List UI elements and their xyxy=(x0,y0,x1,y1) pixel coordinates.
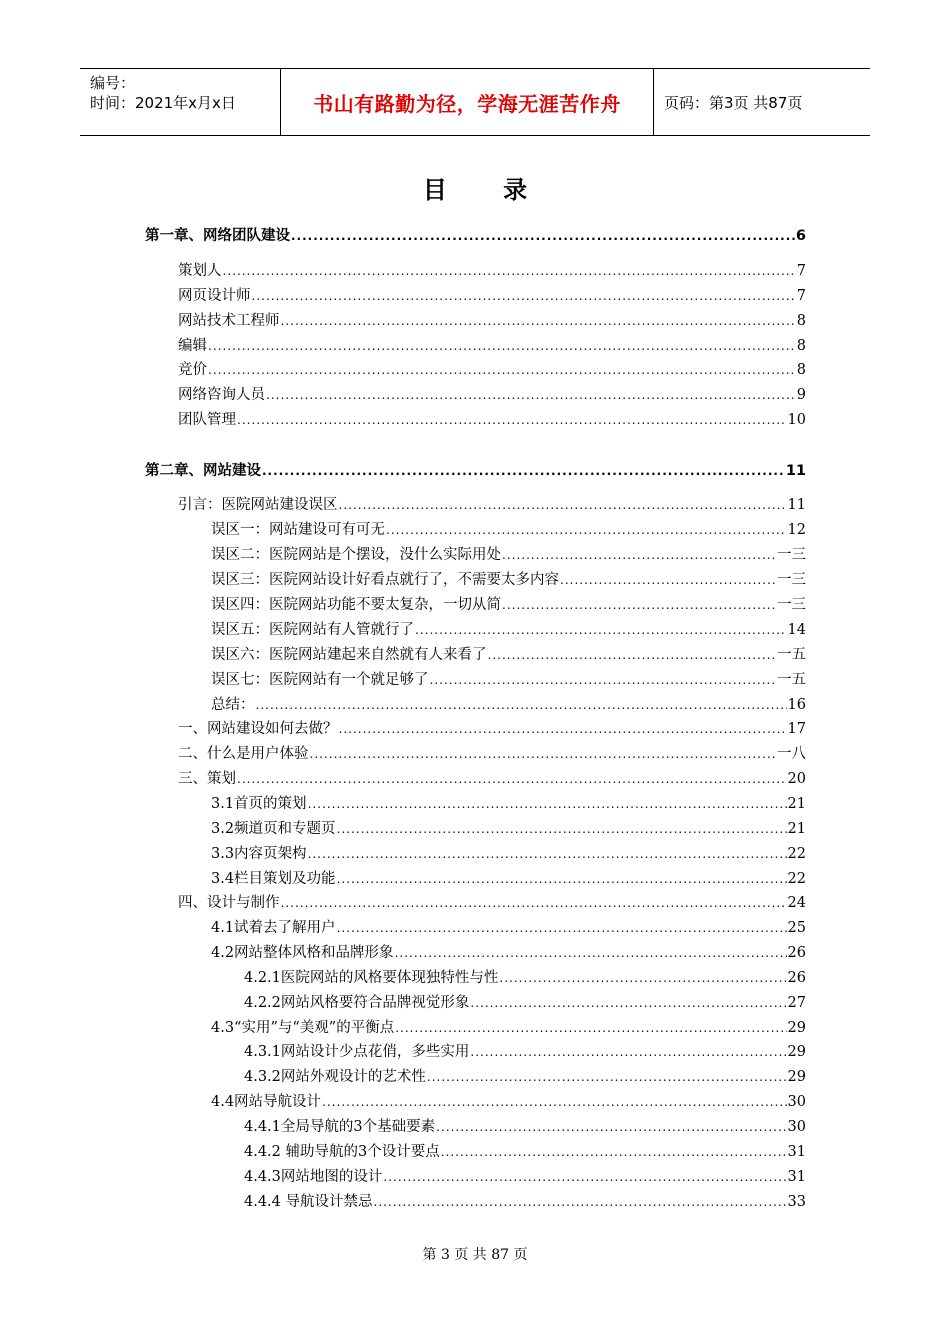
toc-entry-title: 3.4栏目策划及功能 xyxy=(211,871,336,887)
toc-entry[interactable] xyxy=(211,619,806,641)
toc-entry-title: 编辑 xyxy=(178,338,207,354)
toc-page-number: 29 xyxy=(787,1069,806,1085)
toc-page-number: 26 xyxy=(787,945,806,961)
toc-dot-leader xyxy=(395,942,787,964)
toc-dot-leader xyxy=(383,1166,786,1188)
toc-dot-leader xyxy=(337,818,787,840)
document-number-label: 编号： xyxy=(90,74,136,92)
toc-dot-leader xyxy=(374,1191,787,1213)
toc-entry-title: 4.4.2 辅助导航的3个设计要点 xyxy=(244,1144,440,1160)
toc-entry[interactable] xyxy=(178,384,806,406)
toc-entry-title: 误区六：医院网站建起来自然就有人来看了 xyxy=(211,647,487,663)
toc-entry-title: 4.4.1全局导航的3个基础要素 xyxy=(244,1119,436,1135)
toc-dot-leader xyxy=(281,892,787,914)
toc-page-number: 一五 xyxy=(777,647,806,663)
toc-entry[interactable] xyxy=(211,818,806,840)
toc-entry[interactable] xyxy=(178,743,806,765)
toc-dot-leader xyxy=(337,868,787,890)
toc-entry-title: 3.2频道页和专题页 xyxy=(211,821,336,837)
toc-entry[interactable] xyxy=(178,260,806,282)
toc-page-number: 8 xyxy=(796,313,806,329)
toc-page-number: 8 xyxy=(796,338,806,354)
toc-entry-title: 网页设计师 xyxy=(178,288,251,304)
toc-entry-title: 网络咨询人员 xyxy=(178,387,265,403)
toc-entry-title: 4.1试着去了解用户 xyxy=(211,920,336,936)
toc-dot-leader xyxy=(291,225,795,247)
toc-page-number: 33 xyxy=(787,1194,806,1210)
toc-dot-leader xyxy=(488,644,777,666)
toc-dot-leader xyxy=(470,1041,786,1063)
toc-entry[interactable] xyxy=(211,519,806,541)
toc-entry-title: 4.2.1医院网站的风格要体现独特性与性 xyxy=(244,970,499,986)
toc-dot-leader xyxy=(262,460,785,482)
toc-entry[interactable] xyxy=(211,1091,806,1113)
toc-entry-title: 引言：医院网站建设误区 xyxy=(178,497,338,513)
toc-page-number: 7 xyxy=(796,263,806,279)
toc-entry-title: 网站技术工程师 xyxy=(178,313,280,329)
toc-page-number: 16 xyxy=(787,697,806,713)
toc-dot-leader xyxy=(308,793,787,815)
toc-dot-leader xyxy=(322,1091,786,1113)
toc-dot-leader xyxy=(266,384,796,406)
toc-entry-title: 3.1首页的策划 xyxy=(211,796,307,812)
toc-dot-leader xyxy=(310,743,777,765)
page-header xyxy=(80,68,870,136)
toc-entry[interactable] xyxy=(211,669,806,691)
toc-dot-leader xyxy=(502,594,776,616)
toc-entry-title: 误区七：医院网站有一个就足够了 xyxy=(211,672,429,688)
toc-page-number: 一八 xyxy=(777,746,806,762)
toc-page-number: 20 xyxy=(787,771,806,787)
toc-entry[interactable] xyxy=(178,335,806,357)
toc-page-number: 9 xyxy=(796,387,806,403)
toc-entry[interactable] xyxy=(244,1041,806,1063)
toc-page-number: 30 xyxy=(787,1119,806,1135)
toc-entry[interactable] xyxy=(244,992,806,1014)
toc-dot-leader xyxy=(502,544,776,566)
toc-entry-title: 4.2.2网站风格要符合品牌视觉形象 xyxy=(244,995,470,1011)
toc-entry-title: 竞价 xyxy=(178,362,207,378)
toc-entry[interactable] xyxy=(244,1116,806,1138)
toc-entry-title: 策划人 xyxy=(178,263,222,279)
toc-entry[interactable] xyxy=(244,967,806,989)
toc-page-number: 27 xyxy=(787,995,806,1011)
toc-dot-leader xyxy=(252,285,796,307)
toc-dot-leader xyxy=(223,260,796,282)
toc-entry[interactable] xyxy=(178,359,806,381)
toc-entry-title: 团队管理 xyxy=(178,412,236,428)
toc-entry[interactable] xyxy=(211,843,806,865)
toc-page-number: 26 xyxy=(787,970,806,986)
toc-entry-title: 误区一：网站建设可有可无 xyxy=(211,522,385,538)
toc-page-number: 29 xyxy=(787,1020,806,1036)
toc-entry-title: 误区五：医院网站有人管就行了 xyxy=(211,622,414,638)
toc-dot-leader xyxy=(237,409,787,431)
toc-dot-leader xyxy=(470,992,786,1014)
toc-page-number: 11 xyxy=(787,497,806,513)
toc-entry[interactable] xyxy=(211,569,806,591)
toc-page-number: 7 xyxy=(796,288,806,304)
toc-entry-title: 4.3.1网站设计少点花俏，多些实用 xyxy=(244,1044,470,1060)
toc-page-number: 10 xyxy=(787,412,806,428)
toc-dot-leader xyxy=(339,718,787,740)
toc-dot-leader xyxy=(499,967,786,989)
toc-entry[interactable] xyxy=(244,1191,806,1213)
toc-entry[interactable] xyxy=(178,310,806,332)
header-meta xyxy=(80,69,280,135)
toc-dot-leader xyxy=(337,917,787,939)
toc-dot-leader xyxy=(208,359,796,381)
toc-dot-leader xyxy=(208,335,796,357)
toc-dot-leader xyxy=(427,1066,787,1088)
toc-entry[interactable] xyxy=(244,1141,806,1163)
page-footer: 第 3 页 共 87 页 xyxy=(422,1247,528,1263)
toc-page-number: 30 xyxy=(787,1094,806,1110)
toc-entry-title: 4.4网站导航设计 xyxy=(211,1094,322,1110)
toc-entry[interactable] xyxy=(178,409,806,431)
toc-entry-title: 第二章、网站建设 xyxy=(145,463,261,479)
toc-entry[interactable] xyxy=(178,768,806,790)
toc-page-number: 一三 xyxy=(777,572,806,588)
toc-page-number: 6 xyxy=(795,228,806,244)
toc-page-number: 21 xyxy=(787,796,806,812)
toc-dot-leader xyxy=(237,768,787,790)
toc-entry-title: 总结： xyxy=(211,697,255,713)
toc-page-number: 31 xyxy=(787,1144,806,1160)
toc-entry-title: 二、什么是用户体验 xyxy=(178,746,309,762)
toc-entry[interactable] xyxy=(178,718,806,740)
toc-entry[interactable] xyxy=(178,892,806,914)
header-motto: 书山有路勤为径，学海无涯苦作舟 xyxy=(280,69,654,135)
toc-entry-title: 4.2网站整体风格和品牌形象 xyxy=(211,945,394,961)
toc-entry-title: 3.3内容页架构 xyxy=(211,846,307,862)
toc-page-number: 29 xyxy=(787,1044,806,1060)
toc-entry[interactable] xyxy=(211,694,806,716)
toc-page-number: 一三 xyxy=(777,597,806,613)
toc-dot-leader xyxy=(441,1141,787,1163)
toc-dot-leader xyxy=(415,619,787,641)
toc-entry[interactable] xyxy=(211,1017,806,1039)
toc-entry[interactable] xyxy=(178,285,806,307)
toc-dot-leader xyxy=(436,1116,786,1138)
toc-entry-title: 三、策划 xyxy=(178,771,236,787)
toc-dot-leader xyxy=(308,843,787,865)
toc-entry-title: 误区三：医院网站设计好看点就行了，不需要太多内容 xyxy=(211,572,559,588)
toc-dot-leader xyxy=(386,519,787,541)
toc-entry[interactable] xyxy=(211,644,806,666)
toc-page-number: 21 xyxy=(787,821,806,837)
toc-entry-title: 四、设计与制作 xyxy=(178,895,280,911)
toc-chapter[interactable] xyxy=(145,225,806,247)
toc-entry[interactable] xyxy=(211,544,806,566)
toc-page-number: 22 xyxy=(787,846,806,862)
toc-dot-leader xyxy=(256,694,787,716)
toc-page-number: 14 xyxy=(787,622,806,638)
toc-entry[interactable] xyxy=(244,1066,806,1088)
toc-page-number: 25 xyxy=(787,920,806,936)
toc-dot-leader xyxy=(430,669,777,691)
toc-entry[interactable] xyxy=(211,793,806,815)
toc-entry[interactable] xyxy=(211,917,806,939)
toc-page-number: 12 xyxy=(787,522,806,538)
toc-dot-leader xyxy=(339,494,787,516)
toc-dot-leader xyxy=(395,1017,786,1039)
toc-page-number: 8 xyxy=(796,362,806,378)
document-date: 时间：2021年x月x日 xyxy=(90,94,236,112)
toc-page-number: 一三 xyxy=(777,547,806,563)
toc-entry-title: 误区四：医院网站功能不要太复杂，一切从简 xyxy=(211,597,501,613)
toc-title: 目 录 xyxy=(422,176,552,204)
toc-entry-title: 4.4.3网站地图的设计 xyxy=(244,1169,383,1185)
toc-entry[interactable] xyxy=(211,868,806,890)
toc-page-number: 一五 xyxy=(777,672,806,688)
toc-entry-title: 误区二：医院网站是个摆设，没什么实际用处 xyxy=(211,547,501,563)
toc-entry-title: 第一章、网络团队建设 xyxy=(145,228,290,244)
toc-page-number: 11 xyxy=(785,463,806,479)
toc-entry[interactable] xyxy=(211,942,806,964)
toc-page-number: 22 xyxy=(787,871,806,887)
header-page-info: 页码：第3页 共87页 xyxy=(664,93,803,112)
toc-entry[interactable] xyxy=(211,594,806,616)
toc-entry-title: 4.3.2网站外观设计的艺术性 xyxy=(244,1069,426,1085)
toc-page-number: 17 xyxy=(787,721,806,737)
toc-dot-leader xyxy=(560,569,776,591)
toc-page-number: 24 xyxy=(787,895,806,911)
toc-page-number: 31 xyxy=(787,1169,806,1185)
toc-chapter[interactable] xyxy=(145,460,806,482)
toc-dot-leader xyxy=(281,310,796,332)
toc-entry-title: 4.4.4 导航设计禁忌 xyxy=(244,1194,373,1210)
toc-entry[interactable] xyxy=(178,494,806,516)
toc-entry-title: 4.3“实用”与“美观”的平衡点 xyxy=(211,1020,395,1036)
toc-entry-title: 一、网站建设如何去做？ xyxy=(178,721,338,737)
toc-entry[interactable] xyxy=(244,1166,806,1188)
